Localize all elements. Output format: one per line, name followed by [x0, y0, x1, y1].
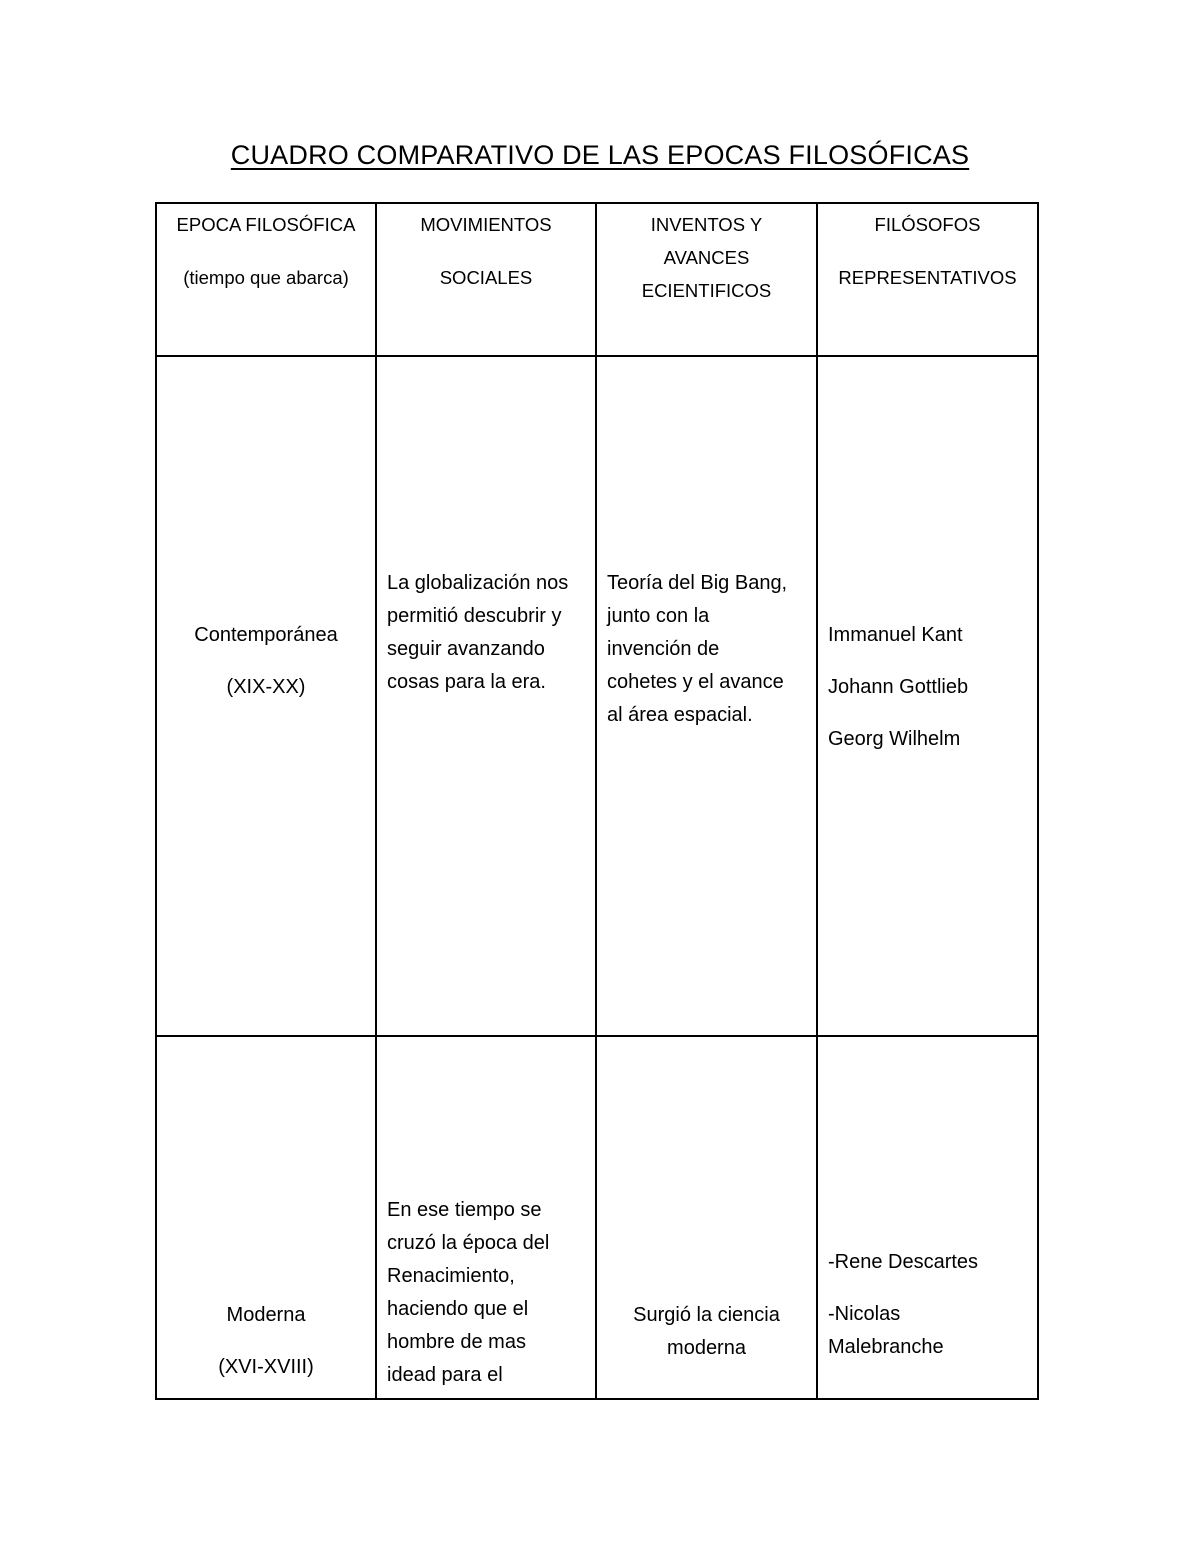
text-line: Surgió la ciencia [633, 1304, 780, 1326]
text-line: La globalización nos [387, 572, 569, 594]
philosopher-name: Johann Gottlieb [828, 676, 969, 698]
header-cell-filosofos [817, 203, 1038, 356]
header-line: (tiempo que abarca) [183, 267, 349, 288]
cell-movimientos [376, 1036, 596, 1399]
header-line: MOVIMIENTOS [420, 214, 552, 235]
text-line: invención de [607, 638, 720, 660]
text-line: al área espacial. [607, 704, 753, 726]
text-line: cohetes y el avance [607, 671, 784, 693]
text-line: haciendo que el [387, 1298, 529, 1320]
epoca-name: Moderna [226, 1304, 306, 1326]
header-line: ECIENTIFICOS [641, 280, 772, 301]
header-line: EPOCA FILOSÓFICA [176, 214, 356, 235]
document-title: CUADRO COMPARATIVO DE LAS EPOCAS FILOSÓFICAS [230, 140, 970, 170]
header-line: AVANCES [663, 247, 750, 268]
cell-epoca [156, 356, 376, 1036]
cell-inventos [596, 1036, 817, 1399]
text-line: Teoría del Big Bang, [607, 572, 788, 594]
text-line: cosas para la era. [387, 671, 546, 693]
text-line: junto con la [607, 605, 710, 627]
philosopher-name: Immanuel Kant [828, 624, 963, 646]
cell-epoca [156, 1036, 376, 1399]
table-row-contemporanea [156, 356, 1038, 1036]
epoca-name: Contemporánea [194, 624, 338, 646]
philosopher-name: -Rene Descartes [828, 1251, 979, 1273]
philosopher-name: -Nicolas [828, 1303, 901, 1325]
text-line: moderna [667, 1337, 746, 1359]
text-line: Renacimiento, [387, 1265, 515, 1287]
cell-filosofos [817, 356, 1038, 1036]
philosopher-name: Georg Wilhelm [828, 728, 961, 750]
table-row-moderna [156, 1036, 1038, 1399]
header-line: FILÓSOFOS [874, 214, 981, 235]
header-line: REPRESENTATIVOS [838, 267, 1017, 288]
cell-filosofos [817, 1036, 1038, 1399]
header-cell-epoca [156, 203, 376, 356]
cell-inventos [596, 356, 817, 1036]
text-line: seguir avanzando [387, 638, 545, 660]
cell-movimientos [376, 356, 596, 1036]
header-cell-inventos [596, 203, 817, 356]
philosopher-name: Malebranche [828, 1336, 944, 1358]
text-line: cruzó la época del [387, 1232, 550, 1254]
text-line: En ese tiempo se [387, 1199, 542, 1221]
comparison-table [155, 202, 1039, 1400]
epoca-period: (XIX-XX) [226, 676, 306, 698]
text-line: hombre de mas [387, 1331, 526, 1353]
table-header-row [156, 203, 1038, 356]
header-line: INVENTOS Y [650, 214, 763, 235]
text-line: idead para el [387, 1364, 503, 1386]
text-line: permitió descubrir y [387, 605, 562, 627]
header-cell-movimientos [376, 203, 596, 356]
header-line: SOCIALES [439, 267, 533, 288]
epoca-period: (XVI-XVIII) [218, 1356, 314, 1378]
